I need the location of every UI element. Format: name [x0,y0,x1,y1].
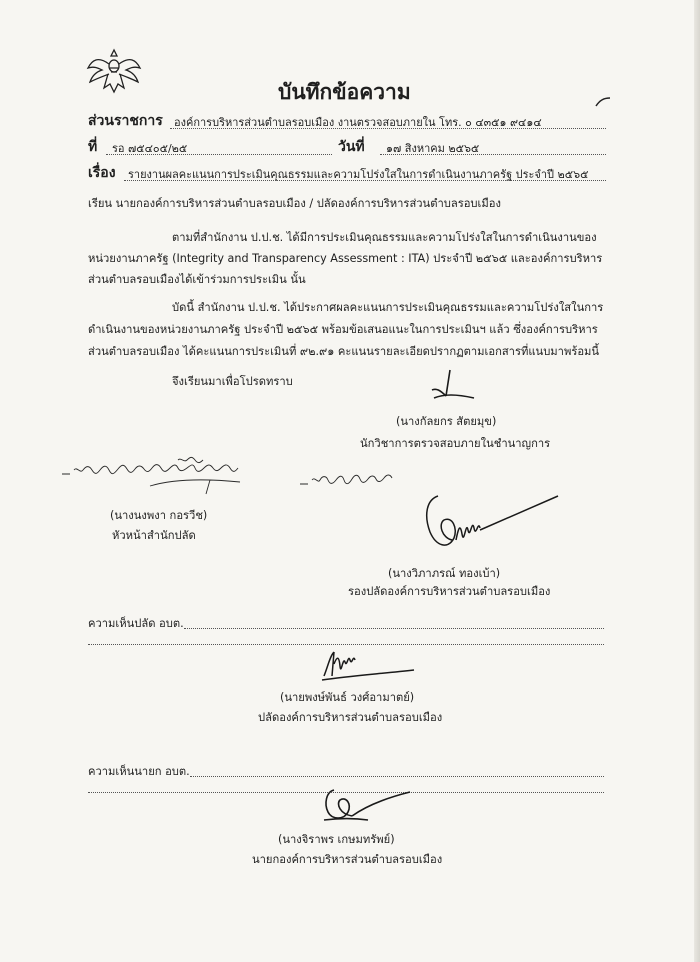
date-dotted-line [380,154,606,155]
opinion-mayor-label: ความเห็นนายก อบต. [88,765,190,778]
subject-label: เรื่อง [88,165,116,181]
opinion-chief-dotted-line-1 [184,628,604,629]
para1-line1: ตามที่สำนักงาน ป.ป.ช. ได้มีการประเมินคุณธรรมและความโปร่งใสในการดำเนินงานของ [172,231,597,244]
chief-name: (นายพงษ์พันธ์ วงศ์อามาตย์) [280,691,415,704]
salutation: เรียน นายกองค์การบริหารส่วนตำบลรอบเมือง / ปลัดองค์การบริหารส่วนตำบลรอบเมือง [88,197,501,210]
agency-value: องค์การบริหารส่วนตำบลรอบเมือง งานตรวจสอบภายใน โทร. ๐ ๔๓๕๑ ๙๔๑๔ [174,116,542,129]
para2-line2: ดำเนินงานของหน่วยงานภาครัฐ ประจำปี ๒๕๖๕ พร้อมข้อเสนอแนะในการประเมินฯ แล้ว ซึ่งองค์การบริหาร [88,323,598,336]
memo-title: บันทึกข้อความ [278,80,411,104]
para1-line3: ส่วนตำบลรอบเมืองได้เข้าร่วมการประเมิน นั้น [88,273,306,286]
mayor-signature [306,784,416,828]
subject-dotted-line [124,180,606,181]
office-head-position: หัวหน้าสำนักปลัด [112,529,196,542]
para1-line2: หน่วยงานภาครัฐ (Integrity and Transparency Assessment : ITA) ประจำปี ๒๕๖๕ และองค์การบริหาร [88,252,603,265]
para2-line3: ส่วนตำบลรอบเมือง ได้คะแนนการประเมินที่ ๙๒.๙๑ คะแนนรายละเอียดปรากฏตามเอกสารที่แนบมาพร้อมนี้ [88,345,600,358]
subject-value: รายงานผลคะแนนการประเมินคุณธรรมและความโปร่งใสในการดำเนินงานภาครัฐ ประจำปี ๒๕๖๕ [128,168,589,181]
closing-line: จึงเรียนมาเพื่อโปรดทราบ [172,375,293,388]
agency-label: ส่วนราชการ [88,113,163,129]
chief-signature [318,646,418,686]
auditor-signature [420,368,480,404]
opinion-chief-dotted-line-2 [88,644,604,645]
ref-dotted-line [106,154,332,155]
garuda-emblem [86,46,142,96]
paper-edge [694,0,700,962]
mayor-position: นายกองค์การบริหารส่วนตำบลรอบเมือง [252,853,443,866]
auditor-position: นักวิชาการตรวจสอบภายในชำนาญการ [360,437,551,450]
deputy-signature [418,486,563,566]
opinion-mayor-dotted-line-1 [190,776,604,777]
mayor-name: (นางจิราพร เกษมทรัพย์) [278,833,395,846]
handwritten-note [60,446,400,496]
opinion-chief-label: ความเห็นปลัด อบต. [88,617,184,630]
deputy-position: รองปลัดองค์การบริหารส่วนตำบลรอบเมือง [348,585,551,598]
deputy-name: (นางวิภาภรณ์ ทองเบ้า) [388,567,501,580]
agency-dotted-line [170,128,606,129]
date-label: วันที่ [338,139,365,155]
ref-value: รอ ๗๕๔๐๕/๒๕ [112,142,188,155]
date-value: ๑๗ สิงหาคม ๒๕๖๕ [386,142,480,155]
corner-mark [594,96,612,108]
chief-position: ปลัดองค์การบริหารส่วนตำบลรอบเมือง [258,711,443,724]
office-head-name: (นางนงพงา กอรวีช) [110,509,208,522]
para2-line1: บัดนี้ สำนักงาน ป.ป.ช. ได้ประกาศผลคะแนนการประเมินคุณธรรมและความโปร่งใสในการ [172,301,604,314]
auditor-name: (นางกัลยกร สัตยมุข) [396,415,497,428]
ref-label: ที่ [88,139,98,155]
